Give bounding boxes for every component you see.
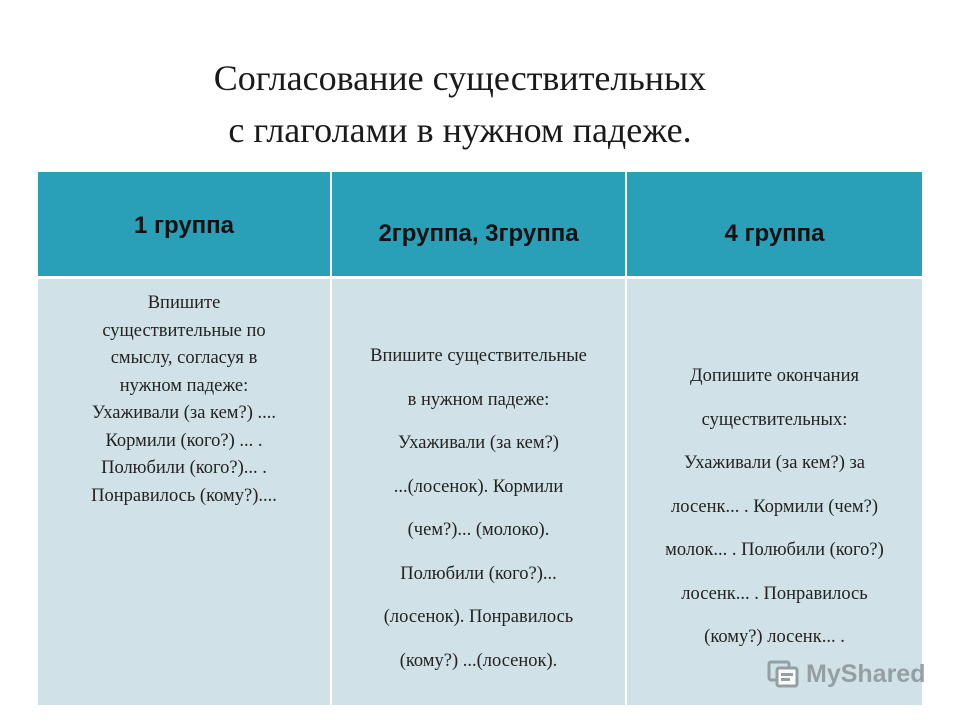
cell-group-4 <box>627 276 922 705</box>
watermark-text: MyShared <box>806 659 926 688</box>
cell-line: Допишите окончания <box>689 366 859 386</box>
cell-line: (чем?)... (молоко). <box>407 520 550 540</box>
cell-line: Кормили (кого?) ... . <box>105 430 263 451</box>
cell-group-1 <box>38 276 332 705</box>
groups-table <box>38 172 922 705</box>
cell-line: в нужном падеже: <box>407 389 550 410</box>
cell-line: смыслу, согласуя в <box>110 348 258 368</box>
myshared-logo-icon <box>766 659 800 689</box>
cell-line: Впишите существительные <box>370 346 587 366</box>
cell-line: лосенк... . Понравилось <box>681 583 868 604</box>
cell-line: (лосенок). Понравилось <box>383 607 574 627</box>
cell-line: лосенк... . Кормили (чем?) <box>671 496 878 517</box>
cell-line: (кому?) лосенк... . <box>704 627 845 647</box>
title-line-1: Согласование существительных <box>213 58 707 98</box>
header-group-2-3: 2группа, 3группа <box>332 172 627 276</box>
cell-line: существительных: <box>701 409 848 430</box>
cell-line: ...(лосенок). Кормили <box>393 476 564 497</box>
cell-line: нужном падеже: <box>119 375 249 396</box>
cell-line: молок... . Полюбили (кого?) <box>665 540 884 560</box>
header-group-1: 1 группа <box>38 172 332 276</box>
cell-line: Ухаживали (за кем?) за <box>683 453 866 473</box>
slide-title <box>120 52 800 156</box>
cell-line: Понравилось (кому?).... <box>91 485 277 506</box>
cell-line: Полюбили (кого?)... . <box>101 458 267 478</box>
cell-line: Впишите <box>147 293 221 313</box>
cell-line: Полюбили (кого?)... <box>400 563 557 584</box>
cell-line: Ухаживали (за кем?) .... <box>91 403 276 423</box>
cell-line: существительные по <box>102 320 266 341</box>
title-line-2: с глаголами в нужном падеже. <box>228 110 692 150</box>
cell-line: (кому?) ...(лосенок). <box>399 650 558 671</box>
cell-group-2-3 <box>332 276 627 705</box>
watermark <box>766 656 925 692</box>
header-group-4: 4 группа <box>627 172 922 276</box>
cell-line: Ухаживали (за кем?) <box>398 433 559 453</box>
